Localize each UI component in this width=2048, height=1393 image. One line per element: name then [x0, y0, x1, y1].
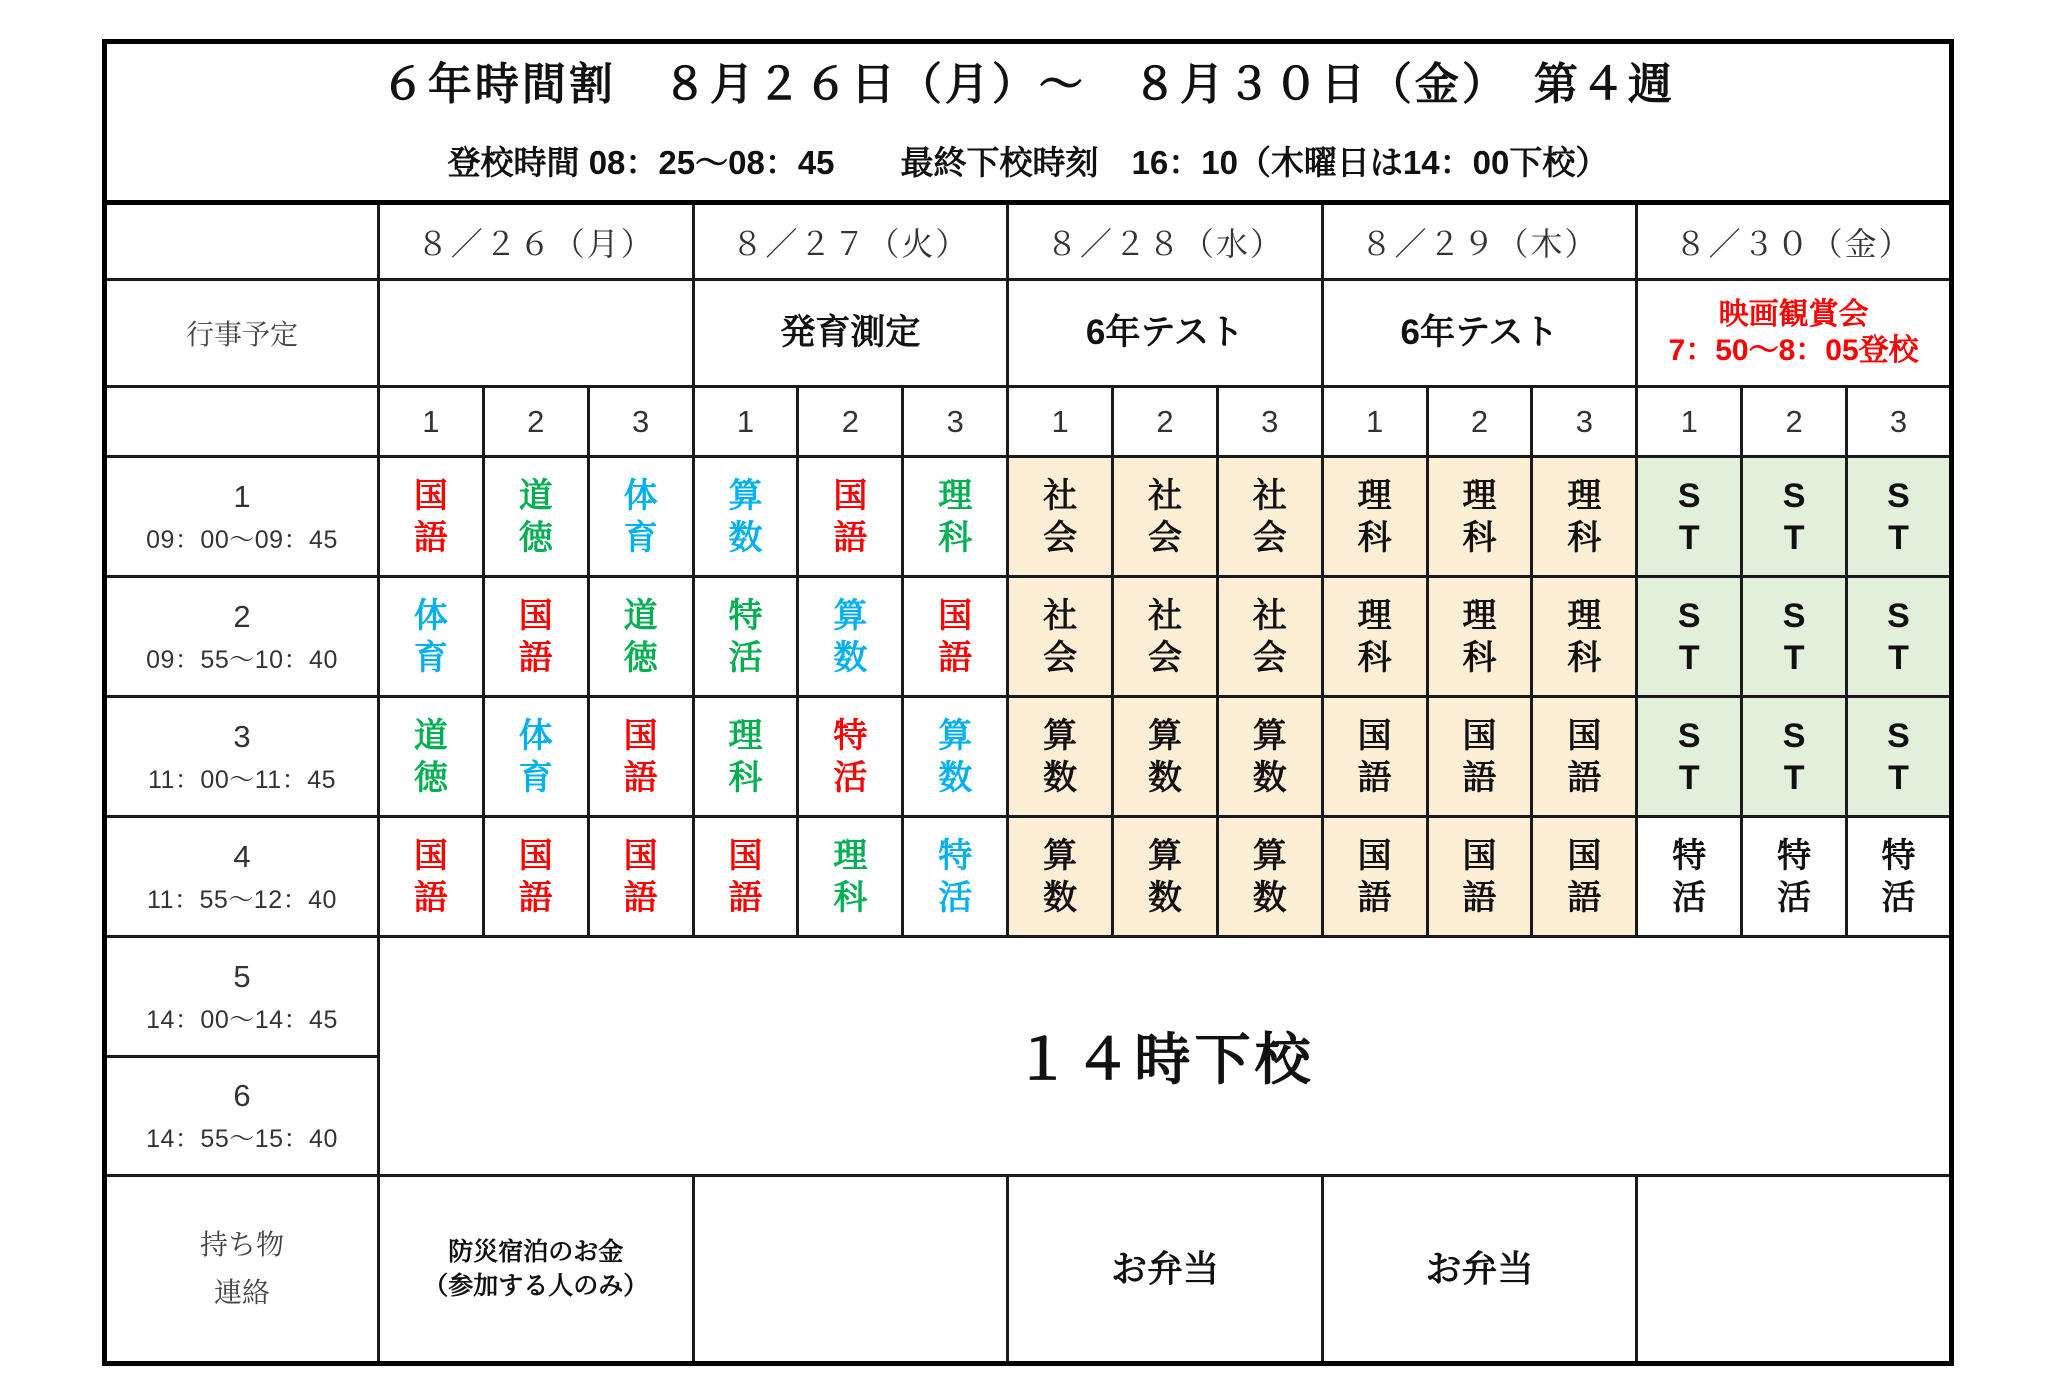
subject-cell — [588, 577, 693, 697]
subject-name: 国語 — [1357, 716, 1392, 797]
class-number-cell — [1008, 387, 1113, 457]
event-cell-thu — [1322, 280, 1637, 387]
item-text: （参加する人のみ） — [423, 1272, 649, 1300]
class-number: 2 — [1785, 403, 1803, 439]
subject-name: 算数 — [1252, 716, 1287, 797]
period-time: 11：00～11：45 — [147, 765, 337, 794]
subject-name: 算数 — [938, 716, 973, 797]
date-cell-thu — [1322, 203, 1637, 280]
subject-name: ST — [1677, 476, 1701, 557]
date-row — [105, 203, 1952, 280]
subject-name: 社会 — [1043, 596, 1078, 677]
subject-cell — [1847, 577, 1952, 697]
period-number: 6 — [233, 1078, 251, 1113]
class-number-cell — [588, 387, 693, 457]
subject-name: 国語 — [413, 476, 448, 557]
subject-cell — [1427, 697, 1532, 817]
subject-name: 理科 — [1462, 476, 1497, 557]
event-cell-mon — [379, 280, 694, 387]
event-text: 7：50～8：05登校 — [1668, 334, 1919, 367]
subject-cell — [379, 577, 484, 697]
period-time: 14：55～15：40 — [146, 1125, 338, 1153]
subject-cell — [1008, 577, 1113, 697]
subject-cell — [1532, 457, 1637, 577]
class-number: 1 — [1366, 403, 1384, 439]
subject-cell — [1217, 817, 1322, 937]
class-number: 2 — [527, 403, 545, 439]
period-number: 3 — [233, 718, 251, 754]
event-text: 発育測定 — [780, 313, 921, 352]
corner-cell — [105, 203, 379, 280]
subject-name: 国語 — [1462, 716, 1497, 797]
class-number: 3 — [1575, 403, 1593, 439]
subject-cell — [1008, 817, 1113, 937]
subject-name: 特活 — [1881, 836, 1916, 917]
subject-name: 国語 — [518, 596, 553, 677]
period-label — [105, 577, 379, 697]
event-text: 映画観賞会 — [1718, 298, 1869, 331]
class-number: 1 — [1051, 403, 1069, 439]
subject-cell — [903, 577, 1008, 697]
subject-cell — [1113, 577, 1218, 697]
items-cell-mon — [379, 1176, 694, 1364]
subject-name: 国語 — [413, 836, 448, 917]
subject-name: 道徳 — [518, 476, 553, 557]
subject-name: 理科 — [1357, 476, 1392, 557]
period-label — [105, 697, 379, 817]
class-number-cell — [1113, 387, 1218, 457]
subject-cell — [1113, 457, 1218, 577]
subject-cell — [1637, 697, 1742, 817]
subject-cell — [1742, 457, 1847, 577]
event-cell-fri — [1637, 280, 1952, 387]
subject-cell — [1742, 577, 1847, 697]
subject-cell — [1532, 577, 1637, 697]
items-cell-fri — [1637, 1176, 1952, 1364]
items-row — [105, 1176, 1952, 1364]
subject-cell — [1113, 817, 1218, 937]
subject-cell — [903, 817, 1008, 937]
subject-name: 社会 — [1252, 596, 1287, 677]
subject-name: ST — [1782, 476, 1806, 557]
class-number-cell — [693, 387, 798, 457]
period-number: 4 — [233, 838, 251, 874]
subject-name: 算数 — [1043, 716, 1078, 797]
subject-name: 理科 — [938, 476, 973, 557]
class-number-cell — [1217, 387, 1322, 457]
subject-cell — [1427, 817, 1532, 937]
period-number: 2 — [233, 598, 251, 634]
subject-cell — [1637, 577, 1742, 697]
subject-cell — [798, 817, 903, 937]
class-number: 1 — [736, 403, 755, 439]
subject-name: 国語 — [1357, 836, 1392, 917]
subject-name: 社会 — [1147, 596, 1182, 677]
period-label — [105, 817, 379, 937]
subject-cell — [588, 457, 693, 577]
early-dismissal-notice: １４時下校 — [1014, 1028, 1315, 1091]
class-number-cell — [1427, 387, 1532, 457]
class-number-cell — [1637, 387, 1742, 457]
school-hours: 登校時間 08：25～08：45 最終下校時刻 16：10（木曜日は14：00下校） — [447, 144, 1609, 181]
subject-cell — [693, 697, 798, 817]
subject-name: ST — [1782, 596, 1806, 677]
subject-name: 算数 — [833, 596, 868, 677]
subject-name: 国語 — [938, 596, 973, 677]
period-number: 1 — [233, 478, 251, 514]
item-text: お弁当 — [1110, 1248, 1219, 1289]
subject-cell — [1742, 697, 1847, 817]
subject-name: 社会 — [1043, 476, 1078, 557]
subject-name: 体育 — [518, 716, 553, 797]
subject-name: ST — [1887, 716, 1910, 797]
subject-cell — [1847, 697, 1952, 817]
subject-cell — [483, 577, 588, 697]
subject-name: 社会 — [1252, 476, 1287, 557]
subject-cell — [1847, 457, 1952, 577]
period-time: 14：00～14：45 — [146, 1005, 338, 1034]
period-label — [105, 937, 379, 1057]
subject-name: 国語 — [518, 836, 553, 917]
period-number: 5 — [233, 958, 251, 994]
subject-name: 理科 — [1357, 596, 1392, 677]
class-number: 2 — [1156, 403, 1174, 439]
subject-cell — [1322, 457, 1427, 577]
subject-cell — [1217, 577, 1322, 697]
item-text: お弁当 — [1425, 1248, 1534, 1289]
date-cell-fri — [1637, 203, 1952, 280]
class-number-cell — [1847, 387, 1952, 457]
event-row — [105, 280, 1952, 387]
period-time: 09：00～09：45 — [146, 525, 338, 554]
subject-cell — [693, 457, 798, 577]
subject-name: 算数 — [1252, 836, 1287, 917]
subject-cell — [1742, 817, 1847, 937]
subject-cell — [1322, 577, 1427, 697]
subject-name: 算数 — [728, 476, 763, 557]
timetable-header — [105, 42, 1952, 203]
subject-cell — [483, 457, 588, 577]
title-row — [105, 42, 1952, 203]
subject-cell — [1847, 817, 1952, 937]
period-row — [105, 577, 1952, 697]
subject-name: 理科 — [728, 716, 763, 797]
subject-name: 国語 — [1462, 836, 1497, 917]
date-label: ８／２７（火） — [731, 225, 970, 262]
event-row-label: 行事予定 — [105, 280, 379, 387]
class-number: 3 — [1261, 403, 1279, 439]
subject-name: 道徳 — [623, 596, 658, 677]
page-title: ６年時間割 ８月２６日（月）～ ８月３０日（金） 第４週 — [380, 60, 1675, 109]
class-number: 1 — [1680, 403, 1698, 439]
class-number-cell — [1532, 387, 1637, 457]
subject-name: ST — [1677, 716, 1701, 797]
timetable — [102, 39, 1954, 1366]
subject-cell — [379, 457, 484, 577]
subject-cell — [588, 697, 693, 817]
period-time: 11：55～12：40 — [147, 885, 337, 914]
subject-name: 国語 — [728, 836, 763, 917]
class-number-row — [105, 387, 1952, 457]
subject-cell — [483, 697, 588, 817]
subject-name: 体育 — [413, 596, 448, 677]
items-cell-wed — [1008, 1176, 1323, 1364]
period-label — [105, 457, 379, 577]
class-number-cell — [798, 387, 903, 457]
subject-cell — [1637, 817, 1742, 937]
period-row — [105, 697, 1952, 817]
date-cell-mon — [379, 203, 694, 280]
items-cell-tue — [693, 1176, 1008, 1364]
class-number: 2 — [841, 403, 859, 439]
items-row-label — [105, 1176, 379, 1364]
subject-cell — [1322, 697, 1427, 817]
class-number-cell — [1322, 387, 1427, 457]
subject-cell — [379, 697, 484, 817]
subject-name: 理科 — [833, 836, 868, 917]
subject-cell — [1532, 817, 1637, 937]
items-cell-thu — [1322, 1176, 1637, 1364]
class-number: 3 — [1889, 403, 1908, 439]
event-cell-wed — [1008, 280, 1323, 387]
class-number-cell — [1742, 387, 1847, 457]
subject-name: ST — [1677, 596, 1701, 677]
subject-name: 国語 — [833, 476, 868, 557]
subject-name: 理科 — [1462, 596, 1497, 677]
period-row — [105, 817, 1952, 937]
subject-cell — [379, 817, 484, 937]
class-number: 2 — [1470, 403, 1489, 439]
subject-cell — [1427, 577, 1532, 697]
class-number-cell — [379, 387, 484, 457]
class-number: 3 — [632, 403, 650, 439]
period-time: 09：55～10：40 — [146, 645, 338, 674]
subject-cell — [798, 577, 903, 697]
subject-cell — [1008, 697, 1113, 817]
subject-name: 算数 — [1147, 716, 1182, 797]
subject-name: 算数 — [1043, 836, 1078, 917]
subject-name: 道徳 — [413, 716, 448, 797]
subject-name: 特活 — [938, 836, 973, 917]
subject-cell — [1532, 697, 1637, 817]
subject-name: 国語 — [1567, 716, 1602, 797]
subject-cell — [588, 817, 693, 937]
date-label: ８／２９（木） — [1360, 225, 1599, 262]
class-number: 3 — [946, 403, 964, 439]
subject-name: ST — [1887, 596, 1910, 677]
class-corner-cell — [105, 387, 379, 457]
subject-name: 国語 — [623, 716, 658, 797]
subject-name: 国語 — [623, 836, 658, 917]
subject-cell — [483, 817, 588, 937]
subject-cell — [903, 697, 1008, 817]
subject-name: 特活 — [833, 716, 868, 797]
date-label: ８／２６（月） — [416, 225, 655, 262]
subject-name: 国語 — [1567, 836, 1602, 917]
subject-cell — [798, 457, 903, 577]
subject-name: 特活 — [1777, 836, 1812, 917]
date-label: ８／２８（水） — [1045, 225, 1284, 262]
subject-name: 社会 — [1147, 476, 1182, 557]
event-text: 6年テスト — [1085, 313, 1244, 352]
early-dismissal-cell — [379, 937, 1952, 1176]
subject-cell — [1217, 457, 1322, 577]
subject-cell — [1008, 457, 1113, 577]
event-cell-tue — [693, 280, 1008, 387]
date-cell-wed — [1008, 203, 1323, 280]
items-label-line: 連絡 — [213, 1277, 270, 1308]
subject-cell — [798, 697, 903, 817]
event-text: 6年テスト — [1400, 313, 1559, 352]
subject-cell — [693, 817, 798, 937]
class-number-cell — [483, 387, 588, 457]
subject-cell — [1427, 457, 1532, 577]
subject-cell — [1217, 697, 1322, 817]
class-number: 1 — [422, 403, 440, 439]
subject-name: 理科 — [1567, 596, 1602, 677]
subject-name: 特活 — [728, 596, 763, 677]
subject-name: ST — [1782, 716, 1806, 797]
item-text: 防災宿泊のお金 — [448, 1238, 624, 1266]
date-label: ８／３０（金） — [1674, 225, 1913, 262]
subject-cell — [1322, 817, 1427, 937]
subject-name: 体育 — [623, 476, 658, 557]
period-row — [105, 457, 1952, 577]
items-label-line: 持ち物 — [199, 1229, 284, 1260]
subject-name: 特活 — [1672, 836, 1707, 917]
subject-name: 理科 — [1567, 476, 1602, 557]
period-label — [105, 1057, 379, 1176]
date-cell-tue — [693, 203, 1008, 280]
subject-cell — [1113, 697, 1218, 817]
period-row — [105, 937, 1952, 1057]
subject-cell — [903, 457, 1008, 577]
subject-cell — [1637, 457, 1742, 577]
subject-name: ST — [1887, 476, 1910, 557]
subject-name: 算数 — [1147, 836, 1182, 917]
class-number-cell — [903, 387, 1008, 457]
subject-cell — [693, 577, 798, 697]
